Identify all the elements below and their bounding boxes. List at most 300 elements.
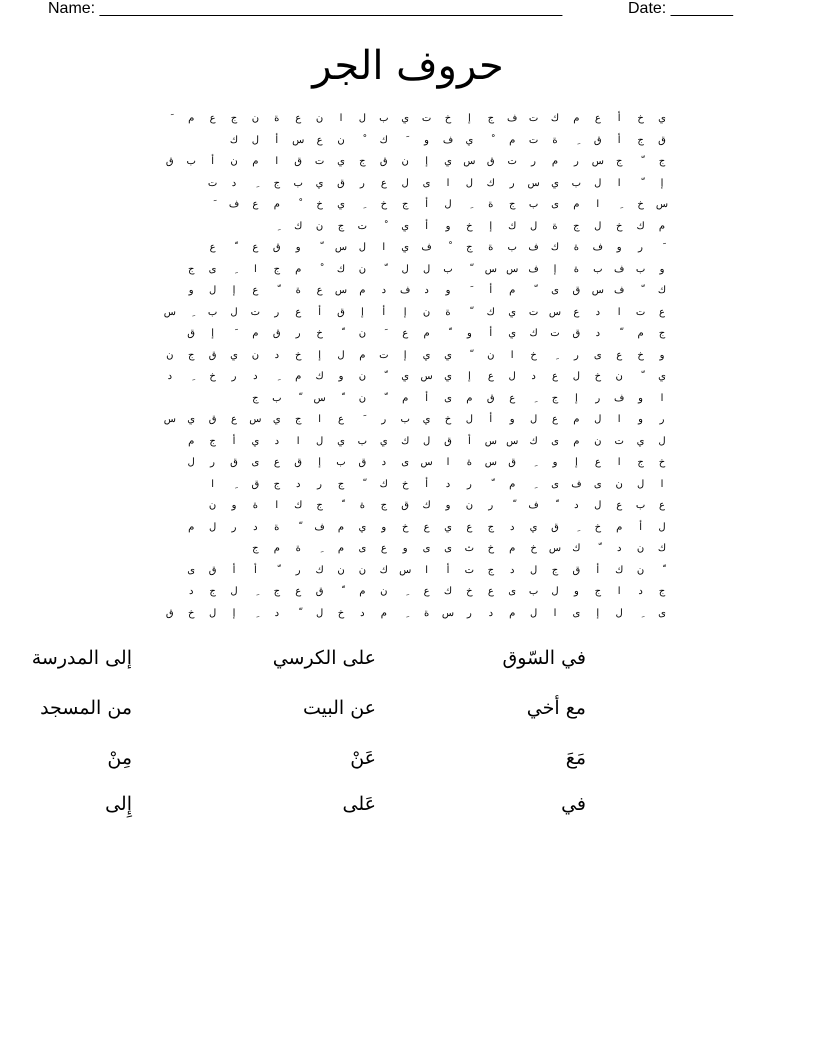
grid-letter[interactable]: ع	[380, 177, 387, 189]
grid-letter[interactable]: م	[188, 521, 195, 533]
grid-letter[interactable]: خ	[615, 220, 623, 232]
grid-letter[interactable]: ي	[401, 371, 410, 382]
grid-letter[interactable]: إ	[211, 328, 214, 339]
grid-letter[interactable]	[267, 562, 287, 579]
grid-letter[interactable]: ى	[508, 586, 517, 597]
grid-letter[interactable]: ك	[379, 478, 388, 490]
grid-letter[interactable]: و	[616, 242, 622, 253]
grid-letter[interactable]: م	[509, 285, 516, 296]
grid-letter[interactable]: ف	[528, 242, 539, 253]
grid-letter[interactable]: ل	[422, 435, 431, 447]
grid-letter[interactable]: ى	[551, 285, 559, 296]
grid-letter[interactable]: ة	[423, 607, 430, 619]
grid-letter[interactable]: خ	[466, 586, 473, 597]
grid-letter[interactable]: د	[381, 457, 387, 468]
grid-letter[interactable]: و	[659, 349, 665, 361]
grid-letter[interactable]: إ	[232, 607, 236, 619]
grid-letter[interactable]: ن	[358, 371, 367, 382]
grid-letter[interactable]: ع	[552, 414, 558, 425]
grid-letter[interactable]: ى	[358, 543, 367, 554]
grid-letter[interactable]: ك	[229, 134, 239, 146]
grid-letter[interactable]: ج	[487, 564, 495, 576]
grid-letter[interactable]: ق	[208, 564, 217, 576]
grid-letter[interactable]: ع	[252, 242, 259, 253]
grid-letter[interactable]: ن	[337, 564, 345, 576]
grid-letter[interactable]: خ	[530, 349, 537, 361]
grid-letter[interactable]	[459, 261, 479, 278]
grid-letter[interactable]: ب	[528, 586, 539, 597]
grid-letter[interactable]: ل	[615, 607, 623, 619]
grid-letter[interactable]	[524, 454, 544, 471]
grid-letter[interactable]: ي	[422, 349, 431, 361]
grid-letter[interactable]: ل	[208, 285, 217, 296]
grid-letter[interactable]: ة	[359, 500, 366, 511]
grid-letter[interactable]: س	[484, 263, 497, 275]
grid-letter[interactable]: ن	[251, 349, 260, 361]
grid-letter[interactable]: أ	[468, 435, 471, 447]
grid-letter[interactable]: ق	[572, 328, 581, 339]
grid-letter[interactable]: ج	[380, 500, 388, 511]
grid-letter[interactable]: ي	[508, 328, 517, 339]
grid-letter[interactable]: ف	[314, 521, 325, 533]
grid-letter[interactable]	[459, 282, 479, 299]
grid-letter[interactable]: ة	[295, 285, 301, 296]
grid-letter[interactable]: د	[616, 543, 622, 554]
grid-letter[interactable]: ع	[616, 349, 623, 361]
grid-letter[interactable]: م	[337, 521, 345, 533]
grid-letter[interactable]: ع	[209, 242, 216, 253]
grid-letter[interactable]: د	[509, 564, 515, 576]
grid-letter[interactable]: ج	[551, 564, 559, 576]
grid-letter[interactable]: خ	[637, 113, 644, 124]
grid-letter[interactable]: ج	[401, 199, 409, 210]
grid-letter[interactable]: ل	[594, 500, 602, 511]
grid-letter[interactable]: ت	[357, 220, 368, 232]
grid-letter[interactable]: د	[574, 500, 579, 511]
grid-letter[interactable]	[288, 390, 308, 407]
grid-letter[interactable]: د	[595, 306, 601, 318]
grid-letter[interactable]: س	[334, 285, 348, 296]
grid-letter[interactable]: أ	[425, 478, 428, 490]
grid-letter[interactable]: ل	[251, 134, 260, 146]
grid-letter[interactable]: د	[274, 349, 280, 361]
grid-letter[interactable]: م	[252, 156, 259, 167]
grid-letter[interactable]: ق	[358, 457, 367, 468]
grid-letter[interactable]: ق	[486, 156, 495, 167]
grid-letter[interactable]: ع	[552, 371, 558, 382]
grid-letter[interactable]: ق	[294, 156, 303, 167]
grid-letter[interactable]: د	[595, 328, 601, 339]
grid-letter[interactable]: ق	[379, 156, 388, 167]
grid-letter[interactable]	[374, 218, 394, 235]
grid-letter[interactable]: ل	[529, 564, 538, 576]
grid-letter[interactable]: ة	[488, 199, 494, 210]
grid-letter[interactable]: ل	[465, 177, 474, 189]
grid-letter[interactable]: ى	[572, 607, 581, 619]
grid-letter[interactable]: ن	[315, 113, 324, 124]
grid-letter[interactable]: ع	[594, 457, 601, 468]
grid-letter[interactable]	[267, 218, 287, 235]
grid-letter[interactable]: ق	[251, 478, 260, 490]
grid-letter[interactable]: ل	[551, 586, 559, 597]
grid-letter[interactable]: ى	[593, 349, 602, 361]
grid-letter[interactable]: ق	[230, 457, 238, 468]
grid-letter[interactable]: إ	[425, 156, 428, 167]
grid-letter[interactable]: ك	[422, 500, 431, 511]
grid-letter[interactable]: إ	[318, 457, 321, 468]
grid-letter[interactable]: أ	[639, 521, 642, 533]
grid-letter[interactable]	[566, 132, 586, 149]
grid-letter[interactable]	[631, 175, 651, 192]
grid-letter[interactable]: ل	[401, 263, 409, 275]
grid-letter[interactable]: ف	[614, 285, 625, 296]
grid-letter[interactable]: ع	[573, 306, 580, 318]
grid-letter[interactable]: ن	[166, 349, 174, 361]
grid-letter[interactable]: ت	[528, 306, 539, 318]
grid-letter[interactable]	[438, 325, 458, 342]
grid-letter[interactable]: ي	[508, 306, 517, 318]
grid-letter[interactable]: ك	[315, 371, 324, 382]
grid-letter[interactable]: ي	[251, 435, 260, 447]
grid-letter[interactable]: ع	[402, 328, 409, 339]
grid-letter[interactable]: ق	[272, 328, 281, 339]
grid-letter[interactable]: ا	[425, 564, 428, 576]
grid-letter[interactable]: ى	[658, 607, 666, 619]
grid-letter[interactable]: س	[484, 435, 497, 447]
grid-letter[interactable]: د	[231, 177, 237, 189]
grid-letter[interactable]: ي	[272, 414, 281, 425]
grid-letter[interactable]: م	[359, 349, 366, 361]
grid-letter[interactable]: م	[273, 199, 280, 210]
grid-letter[interactable]: ل	[358, 113, 367, 124]
grid-letter[interactable]: ت	[314, 156, 325, 167]
grid-letter[interactable]: د	[531, 371, 536, 382]
grid-letter[interactable]: ع	[380, 543, 387, 554]
grid-letter[interactable]: إ	[468, 371, 471, 382]
grid-letter[interactable]: د	[360, 607, 365, 619]
grid-letter[interactable]: ع	[487, 586, 494, 597]
grid-letter[interactable]: ا	[617, 586, 621, 597]
grid-letter[interactable]: ر	[274, 306, 280, 318]
grid-letter[interactable]: د	[424, 285, 429, 296]
grid-letter[interactable]: ع	[316, 134, 323, 146]
grid-letter[interactable]	[288, 519, 308, 536]
grid-letter[interactable]: ا	[553, 607, 557, 619]
grid-letter[interactable]	[331, 325, 351, 342]
grid-letter[interactable]	[224, 325, 244, 342]
grid-letter[interactable]	[524, 476, 544, 493]
grid-letter[interactable]: أ	[382, 306, 386, 318]
grid-letter[interactable]: ل	[315, 435, 324, 447]
grid-letter[interactable]: ع	[509, 392, 516, 404]
grid-letter[interactable]: ف	[614, 392, 625, 404]
grid-letter[interactable]: ا	[211, 478, 214, 490]
grid-letter[interactable]	[224, 476, 244, 493]
grid-letter[interactable]: ة	[295, 543, 301, 554]
grid-letter[interactable]: ت	[528, 113, 539, 124]
grid-letter[interactable]	[395, 605, 415, 622]
grid-letter[interactable]: ي	[444, 371, 452, 382]
grid-letter[interactable]	[459, 347, 479, 364]
grid-letter[interactable]	[631, 368, 651, 385]
grid-letter[interactable]: ر	[573, 156, 579, 167]
grid-letter[interactable]: ع	[659, 500, 665, 511]
grid-letter[interactable]: ل	[658, 435, 666, 447]
grid-letter[interactable]: و	[445, 220, 451, 232]
grid-letter[interactable]: ي	[401, 113, 410, 124]
grid-letter[interactable]: ق	[208, 414, 217, 425]
grid-letter[interactable]: ي	[337, 156, 345, 167]
grid-letter[interactable]: ر	[573, 349, 579, 361]
grid-letter[interactable]: س	[655, 199, 669, 210]
grid-letter[interactable]: ك	[336, 263, 346, 275]
grid-letter[interactable]: ة	[466, 457, 473, 468]
grid-letter[interactable]: ب	[593, 263, 603, 275]
grid-letter[interactable]: ل	[594, 220, 602, 232]
grid-letter[interactable]	[267, 282, 287, 299]
grid-letter[interactable]: ق	[658, 134, 666, 146]
grid-letter[interactable]: أ	[211, 156, 214, 167]
grid-letter[interactable]: ل	[230, 586, 238, 597]
grid-letter[interactable]: ت	[528, 134, 539, 146]
grid-letter[interactable]	[224, 261, 244, 278]
grid-letter[interactable]: ب	[528, 199, 539, 210]
grid-letter[interactable]: د	[274, 607, 280, 619]
grid-letter[interactable]	[545, 347, 565, 364]
grid-letter[interactable]	[288, 196, 308, 213]
grid-letter[interactable]	[245, 605, 265, 622]
grid-letter[interactable]: ب	[207, 306, 218, 318]
grid-letter[interactable]: ق	[551, 521, 559, 533]
grid-letter[interactable]: و	[402, 543, 408, 554]
grid-letter[interactable]: ى	[444, 543, 452, 554]
grid-letter[interactable]: س	[527, 177, 540, 189]
grid-letter[interactable]	[267, 368, 287, 385]
grid-letter[interactable]	[609, 196, 629, 213]
grid-letter[interactable]: ج	[594, 586, 602, 597]
grid-letter[interactable]	[352, 411, 372, 428]
grid-letter[interactable]: ت	[250, 306, 261, 318]
grid-letter[interactable]	[310, 239, 330, 256]
grid-letter[interactable]: ج	[252, 392, 259, 404]
grid-letter[interactable]: ج	[637, 134, 644, 146]
grid-letter[interactable]: ا	[617, 457, 621, 468]
grid-letter[interactable]: ا	[446, 177, 450, 189]
grid-letter[interactable]: ي	[658, 113, 666, 124]
grid-letter[interactable]: إ	[553, 263, 557, 275]
grid-letter[interactable]: خ	[316, 328, 323, 339]
grid-letter[interactable]: ق	[572, 564, 581, 576]
grid-letter[interactable]: ب	[379, 113, 389, 124]
grid-letter[interactable]: ف	[528, 263, 539, 275]
grid-letter[interactable]: ت	[464, 564, 475, 576]
grid-letter[interactable]	[588, 540, 608, 557]
grid-letter[interactable]: ة	[252, 500, 259, 511]
grid-letter[interactable]: إ	[596, 607, 600, 619]
grid-letter[interactable]: ج	[337, 478, 345, 490]
grid-letter[interactable]: ل	[230, 306, 238, 318]
grid-letter[interactable]: س	[292, 134, 305, 146]
grid-letter[interactable]: أ	[254, 564, 257, 576]
grid-letter[interactable]: م	[359, 285, 366, 296]
grid-letter[interactable]: ج	[658, 586, 666, 597]
grid-letter[interactable]: ة	[488, 242, 494, 253]
grid-letter[interactable]: ي	[444, 156, 452, 167]
letter-grid[interactable]	[148, 110, 672, 626]
grid-letter[interactable]: ب	[272, 392, 282, 404]
grid-letter[interactable]: د	[488, 607, 494, 619]
grid-letter[interactable]: أ	[446, 564, 450, 576]
grid-letter[interactable]: ت	[550, 328, 560, 339]
grid-letter[interactable]: س	[163, 306, 176, 318]
grid-letter[interactable]	[524, 282, 544, 299]
grid-letter[interactable]: ك	[315, 564, 324, 576]
grid-letter[interactable]: س	[591, 156, 604, 167]
grid-letter[interactable]: ا	[254, 263, 257, 275]
grid-letter[interactable]: ج	[252, 543, 259, 554]
grid-letter[interactable]	[481, 476, 501, 493]
grid-letter[interactable]: ي	[230, 349, 238, 361]
grid-letter[interactable]: ر	[295, 564, 301, 576]
grid-letter[interactable]: ق	[208, 349, 217, 361]
grid-letter[interactable]: ج	[273, 478, 281, 490]
grid-letter[interactable]: ك	[529, 328, 538, 339]
grid-letter[interactable]: أ	[425, 392, 428, 404]
grid-letter[interactable]: خ	[530, 543, 537, 554]
grid-letter[interactable]: أ	[617, 134, 621, 146]
grid-letter[interactable]: ي	[658, 371, 666, 382]
grid-letter[interactable]: أ	[425, 220, 428, 232]
grid-letter[interactable]	[566, 519, 586, 536]
grid-letter[interactable]: ج	[573, 220, 580, 232]
grid-letter[interactable]: د	[253, 371, 258, 382]
grid-letter[interactable]: ن	[594, 435, 602, 447]
grid-letter[interactable]: م	[188, 435, 195, 447]
grid-letter[interactable]: ب	[357, 435, 368, 447]
grid-letter[interactable]: و	[445, 500, 451, 511]
grid-letter[interactable]: ي	[187, 414, 196, 425]
grid-letter[interactable]: ب	[443, 263, 453, 275]
grid-letter[interactable]: خ	[637, 199, 644, 210]
grid-letter[interactable]: أ	[617, 113, 621, 124]
grid-letter[interactable]: س	[506, 435, 519, 447]
grid-letter[interactable]: ف	[442, 134, 454, 146]
grid-letter[interactable]: م	[573, 435, 580, 447]
grid-letter[interactable]	[352, 476, 372, 493]
grid-letter[interactable]: ل	[422, 263, 431, 275]
grid-letter[interactable]: م	[573, 113, 580, 124]
grid-letter[interactable]: إ	[489, 220, 493, 232]
grid-letter[interactable]	[395, 132, 415, 149]
grid-letter[interactable]: خ	[594, 371, 602, 382]
grid-letter[interactable]: ج	[337, 220, 345, 232]
grid-letter[interactable]: إ	[575, 392, 578, 404]
grid-letter[interactable]: ر	[466, 607, 472, 619]
grid-letter[interactable]: ف	[421, 242, 432, 253]
grid-letter[interactable]: ن	[636, 543, 645, 554]
grid-letter[interactable]: و	[638, 392, 644, 404]
grid-letter[interactable]: ك	[294, 500, 303, 511]
grid-letter[interactable]: و	[231, 500, 237, 511]
grid-letter[interactable]: س	[420, 371, 433, 382]
grid-letter[interactable]: أ	[489, 328, 493, 339]
grid-letter[interactable]: ع	[252, 199, 259, 210]
grid-letter[interactable]: و	[552, 457, 558, 468]
grid-letter[interactable]: م	[509, 543, 516, 554]
grid-letter[interactable]: ك	[615, 564, 624, 576]
grid-letter[interactable]: ع	[466, 521, 473, 533]
grid-letter[interactable]: ا	[617, 414, 621, 425]
grid-letter[interactable]: ر	[595, 392, 601, 404]
grid-letter[interactable]: ع	[487, 371, 494, 382]
grid-letter[interactable]: ى	[187, 564, 196, 576]
grid-letter[interactable]: ن	[487, 349, 495, 361]
grid-letter[interactable]: ب	[571, 177, 582, 189]
grid-letter[interactable]: ى	[251, 457, 260, 468]
grid-letter[interactable]: ى	[422, 543, 431, 554]
grid-letter[interactable]: ك	[529, 435, 538, 447]
grid-letter[interactable]: أ	[425, 199, 428, 210]
grid-letter[interactable]: ل	[658, 521, 666, 533]
grid-letter[interactable]: ر	[659, 414, 665, 425]
grid-letter[interactable]: د	[188, 586, 194, 597]
grid-letter[interactable]: و	[573, 586, 579, 597]
grid-letter[interactable]: د	[381, 285, 387, 296]
grid-letter[interactable]: ج	[209, 586, 216, 597]
grid-letter[interactable]: خ	[316, 199, 323, 210]
grid-letter[interactable]: خ	[444, 113, 452, 124]
grid-letter[interactable]: ق	[294, 457, 303, 468]
grid-letter[interactable]: ج	[487, 521, 495, 533]
grid-letter[interactable]: ت	[614, 435, 624, 447]
grid-letter[interactable]: ى	[551, 435, 559, 447]
grid-letter[interactable]: د	[295, 478, 301, 490]
grid-letter[interactable]: و	[188, 285, 194, 296]
grid-letter[interactable]: ل	[529, 220, 538, 232]
grid-letter[interactable]: ى	[208, 263, 217, 275]
grid-letter[interactable]	[631, 153, 651, 170]
grid-letter[interactable]: ن	[380, 586, 388, 597]
grid-letter[interactable]: ل	[529, 414, 538, 425]
grid-letter[interactable]: ن	[615, 478, 623, 490]
grid-letter[interactable]: ر	[231, 521, 237, 533]
grid-letter[interactable]	[181, 304, 201, 321]
grid-letter[interactable]	[459, 304, 479, 321]
grid-letter[interactable]: د	[274, 435, 280, 447]
grid-letter[interactable]: م	[295, 371, 302, 382]
grid-letter[interactable]: ف	[614, 263, 625, 275]
grid-letter[interactable]: ن	[315, 220, 324, 232]
grid-letter[interactable]: ج	[209, 435, 216, 447]
grid-letter[interactable]: ع	[295, 586, 302, 597]
grid-letter[interactable]: ع	[423, 521, 430, 533]
grid-letter[interactable]: ج	[273, 586, 281, 597]
grid-letter[interactable]: ن	[358, 392, 367, 404]
grid-letter[interactable]: ة	[573, 263, 580, 275]
grid-letter[interactable]: إ	[361, 306, 364, 318]
grid-letter[interactable]: س	[334, 242, 348, 253]
grid-letter[interactable]: ي	[465, 134, 474, 146]
grid-letter[interactable]: ل	[401, 177, 409, 189]
grid-letter[interactable]: ة	[274, 113, 280, 124]
grid-letter[interactable]: خ	[594, 521, 602, 533]
grid-letter[interactable]: إ	[468, 113, 471, 124]
grid-letter[interactable]	[352, 196, 372, 213]
grid-letter[interactable]: ر	[231, 371, 237, 382]
grid-letter[interactable]: ب	[186, 156, 196, 167]
grid-letter[interactable]	[331, 390, 351, 407]
grid-letter[interactable]: أ	[489, 285, 493, 296]
